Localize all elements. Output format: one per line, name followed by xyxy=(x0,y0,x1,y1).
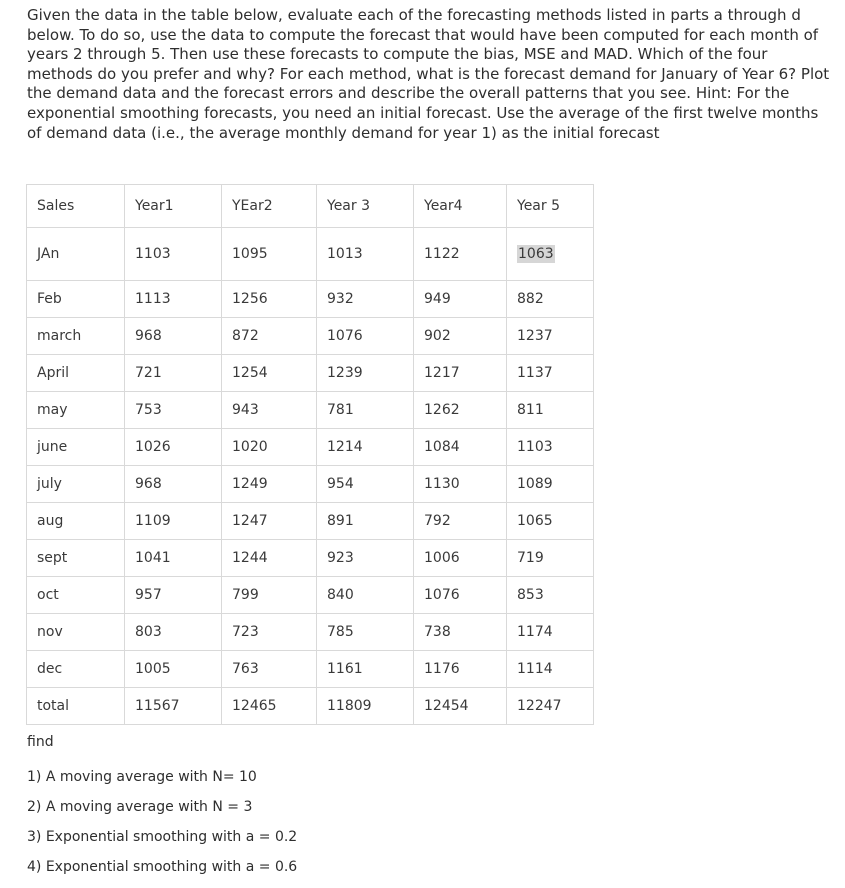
value-cell: 1065 xyxy=(507,503,594,540)
value-cell: 954 xyxy=(317,466,414,503)
value-cell: 1237 xyxy=(507,318,594,355)
value-cell: 792 xyxy=(414,503,507,540)
table-row xyxy=(27,429,594,466)
value-cell: 1254 xyxy=(222,355,317,392)
table-row xyxy=(27,355,594,392)
value-cell: 753 xyxy=(125,392,222,429)
value-cell: 719 xyxy=(507,540,594,577)
highlighted-value: 1063 xyxy=(518,246,554,262)
month-cell: aug xyxy=(27,503,125,540)
value-cell: 1122 xyxy=(414,228,507,281)
value-cell: 11809 xyxy=(317,688,414,725)
value-cell: 723 xyxy=(222,614,317,651)
column-header: Sales xyxy=(27,185,125,228)
value-cell: 1137 xyxy=(507,355,594,392)
value-cell: 923 xyxy=(317,540,414,577)
value-cell: 721 xyxy=(125,355,222,392)
column-header: Year4 xyxy=(414,185,507,228)
column-header: Year 3 xyxy=(317,185,414,228)
month-cell: march xyxy=(27,318,125,355)
value-cell: 12247 xyxy=(507,688,594,725)
month-cell: total xyxy=(27,688,125,725)
value-cell: 1103 xyxy=(507,429,594,466)
value-cell: 1084 xyxy=(414,429,507,466)
month-cell: nov xyxy=(27,614,125,651)
question-text: Given the data in the table below, evaluate each of the forecasting methods listed in parts a through d below. To do so, use the data to compute the forecast that would have been computed for each month of years 2 through 5. Then use these forecasts to compute the bias, MSE and MAD. Which of the four methods do you prefer and why? For each method, what is the forecast demand for January of Year 6? Plot the demand data and the forecast errors and describe the overall patterns that you see. Hint: For the exponential smoothing forecasts, you need an initial forecast. Use the average of the first twelve months of demand data (i.e., the average monthly demand for year 1) as the initial forecast xyxy=(27,6,830,142)
find-item: 4) Exponential smoothing with a = 0.6 xyxy=(27,859,298,875)
value-cell: 968 xyxy=(125,466,222,503)
value-cell: 957 xyxy=(125,577,222,614)
find-item: 1) A moving average with N= 10 xyxy=(27,769,257,785)
month-cell: july xyxy=(27,466,125,503)
value-cell: 902 xyxy=(414,318,507,355)
value-cell: 1262 xyxy=(414,392,507,429)
month-cell: sept xyxy=(27,540,125,577)
value-cell: 1256 xyxy=(222,281,317,318)
column-header: Year 5 xyxy=(507,185,594,228)
value-cell: 12454 xyxy=(414,688,507,725)
value-cell: 943 xyxy=(222,392,317,429)
column-header: Year1 xyxy=(125,185,222,228)
value-cell: 891 xyxy=(317,503,414,540)
value-cell: 785 xyxy=(317,614,414,651)
month-cell: dec xyxy=(27,651,125,688)
value-cell: 853 xyxy=(507,577,594,614)
value-cell: 1244 xyxy=(222,540,317,577)
value-cell: 1095 xyxy=(222,228,317,281)
value-cell: 11567 xyxy=(125,688,222,725)
value-cell: 1114 xyxy=(507,651,594,688)
table-row xyxy=(27,392,594,429)
value-cell xyxy=(507,228,594,281)
table-row xyxy=(27,503,594,540)
value-cell: 1005 xyxy=(125,651,222,688)
find-item: 3) Exponential smoothing with a = 0.2 xyxy=(27,829,298,845)
table-row xyxy=(27,614,594,651)
value-cell: 1041 xyxy=(125,540,222,577)
month-cell: oct xyxy=(27,577,125,614)
value-cell: 872 xyxy=(222,318,317,355)
value-cell: 1249 xyxy=(222,466,317,503)
table-row xyxy=(27,318,594,355)
value-cell: 1103 xyxy=(125,228,222,281)
value-cell: 968 xyxy=(125,318,222,355)
find-item: 2) A moving average with N = 3 xyxy=(27,799,253,815)
table-row xyxy=(27,228,594,281)
value-cell: 1176 xyxy=(414,651,507,688)
value-cell: 949 xyxy=(414,281,507,318)
value-cell: 1130 xyxy=(414,466,507,503)
table-row xyxy=(27,651,594,688)
value-cell: 781 xyxy=(317,392,414,429)
month-cell: june xyxy=(27,429,125,466)
value-cell: 803 xyxy=(125,614,222,651)
value-cell: 1161 xyxy=(317,651,414,688)
value-cell: 932 xyxy=(317,281,414,318)
month-cell: may xyxy=(27,392,125,429)
value-cell: 1076 xyxy=(414,577,507,614)
value-cell: 1174 xyxy=(507,614,594,651)
find-label: find xyxy=(27,734,54,750)
month-cell: JAn xyxy=(27,228,125,281)
month-cell: Feb xyxy=(27,281,125,318)
table-row xyxy=(27,466,594,503)
value-cell: 738 xyxy=(414,614,507,651)
column-header: YEar2 xyxy=(222,185,317,228)
value-cell: 840 xyxy=(317,577,414,614)
value-cell: 1006 xyxy=(414,540,507,577)
value-cell: 1109 xyxy=(125,503,222,540)
value-cell: 1113 xyxy=(125,281,222,318)
month-cell: April xyxy=(27,355,125,392)
value-cell: 811 xyxy=(507,392,594,429)
find-list xyxy=(27,766,297,886)
value-cell: 1089 xyxy=(507,466,594,503)
sales-table xyxy=(26,184,594,725)
value-cell: 882 xyxy=(507,281,594,318)
table-row xyxy=(27,577,594,614)
value-cell: 1214 xyxy=(317,429,414,466)
value-cell: 799 xyxy=(222,577,317,614)
value-cell: 1020 xyxy=(222,429,317,466)
value-cell: 1026 xyxy=(125,429,222,466)
value-cell: 1217 xyxy=(414,355,507,392)
value-cell: 1076 xyxy=(317,318,414,355)
total-row xyxy=(27,688,594,725)
value-cell: 1247 xyxy=(222,503,317,540)
value-cell: 1013 xyxy=(317,228,414,281)
table-row xyxy=(27,540,594,577)
value-cell: 12465 xyxy=(222,688,317,725)
value-cell: 763 xyxy=(222,651,317,688)
table-header-row xyxy=(27,185,594,228)
table-row xyxy=(27,281,594,318)
value-cell: 1239 xyxy=(317,355,414,392)
